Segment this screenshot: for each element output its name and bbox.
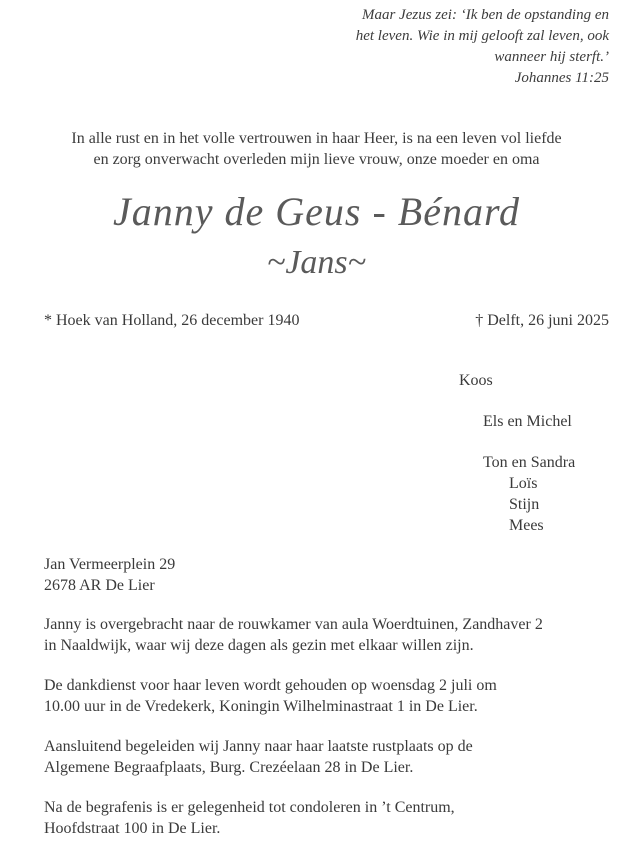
quote-line: het leven. Wie in mij gelooft zal leven, ook [355, 28, 609, 44]
family-child: Els en Michel [483, 413, 572, 430]
address-street: Jan Vermeerplein 29 [44, 556, 176, 573]
deceased-name: Janny de Geus - Bénard [112, 189, 521, 234]
family-grandchild: Stijn [509, 496, 540, 513]
family-child: Ton en Sandra [483, 454, 576, 471]
intro-line: en zorg onverwacht overleden mijn lieve vrouw, onze moeder en oma [93, 151, 540, 168]
bible-quote [279, 5, 609, 89]
intro-text [0, 128, 633, 170]
deceased-nickname: ~Jans~ [266, 244, 367, 281]
paragraph-line: Aansluitend begeleiden wij Janny naar haar laatste rustplaats op de [44, 738, 473, 755]
family-grandchild: Loïs [509, 475, 538, 492]
paragraph-line: De dankdienst voor haar leven wordt gehouden op woensdag 2 juli om [44, 677, 497, 694]
paragraph-rouwkamer [44, 614, 616, 656]
paragraph-line: Janny is overgebracht naar de rouwkamer van aula Woerdtuinen, Zandhaver 2 [44, 616, 543, 633]
death-info: † Delft, 26 juni 2025 [475, 312, 609, 329]
quote-reference: Johannes 11:25 [514, 70, 609, 86]
address-block [44, 554, 616, 596]
paragraph-condoleren [44, 797, 616, 839]
paragraph-line: Hoofdstraat 100 in De Lier. [44, 820, 221, 837]
family-spouse: Koos [459, 372, 493, 389]
paragraph-line: Algemene Begraafplaats, Burg. Crezéelaan 28 in De Lier. [44, 759, 414, 776]
intro-line: In alle rust en in het volle vertrouwen in haar Heer, is na een leven vol liefde [71, 130, 562, 147]
paragraph-line: Na de begrafenis is er gelegenheid tot condoleren in ’t Centrum, [44, 799, 455, 816]
paragraph-dankdienst [44, 675, 616, 717]
quote-line: Maar Jezus zei: ‘Ik ben de opstanding en [361, 7, 609, 23]
quote-line: wanneer hij sterft.’ [494, 49, 609, 65]
paragraph-line: 10.00 uur in de Vredekerk, Koningin Wilhelminastraat 1 in De Lier. [44, 698, 478, 715]
family-grandchild: Mees [509, 517, 544, 534]
address-city: 2678 AR De Lier [44, 577, 155, 594]
birth-info: * Hoek van Holland, 26 december 1940 [44, 312, 300, 329]
family-list [459, 370, 575, 536]
paragraph-begrafenis [44, 736, 616, 778]
paragraph-line: in Naaldwijk, waar wij deze dagen als gezin met elkaar willen zijn. [44, 637, 474, 654]
